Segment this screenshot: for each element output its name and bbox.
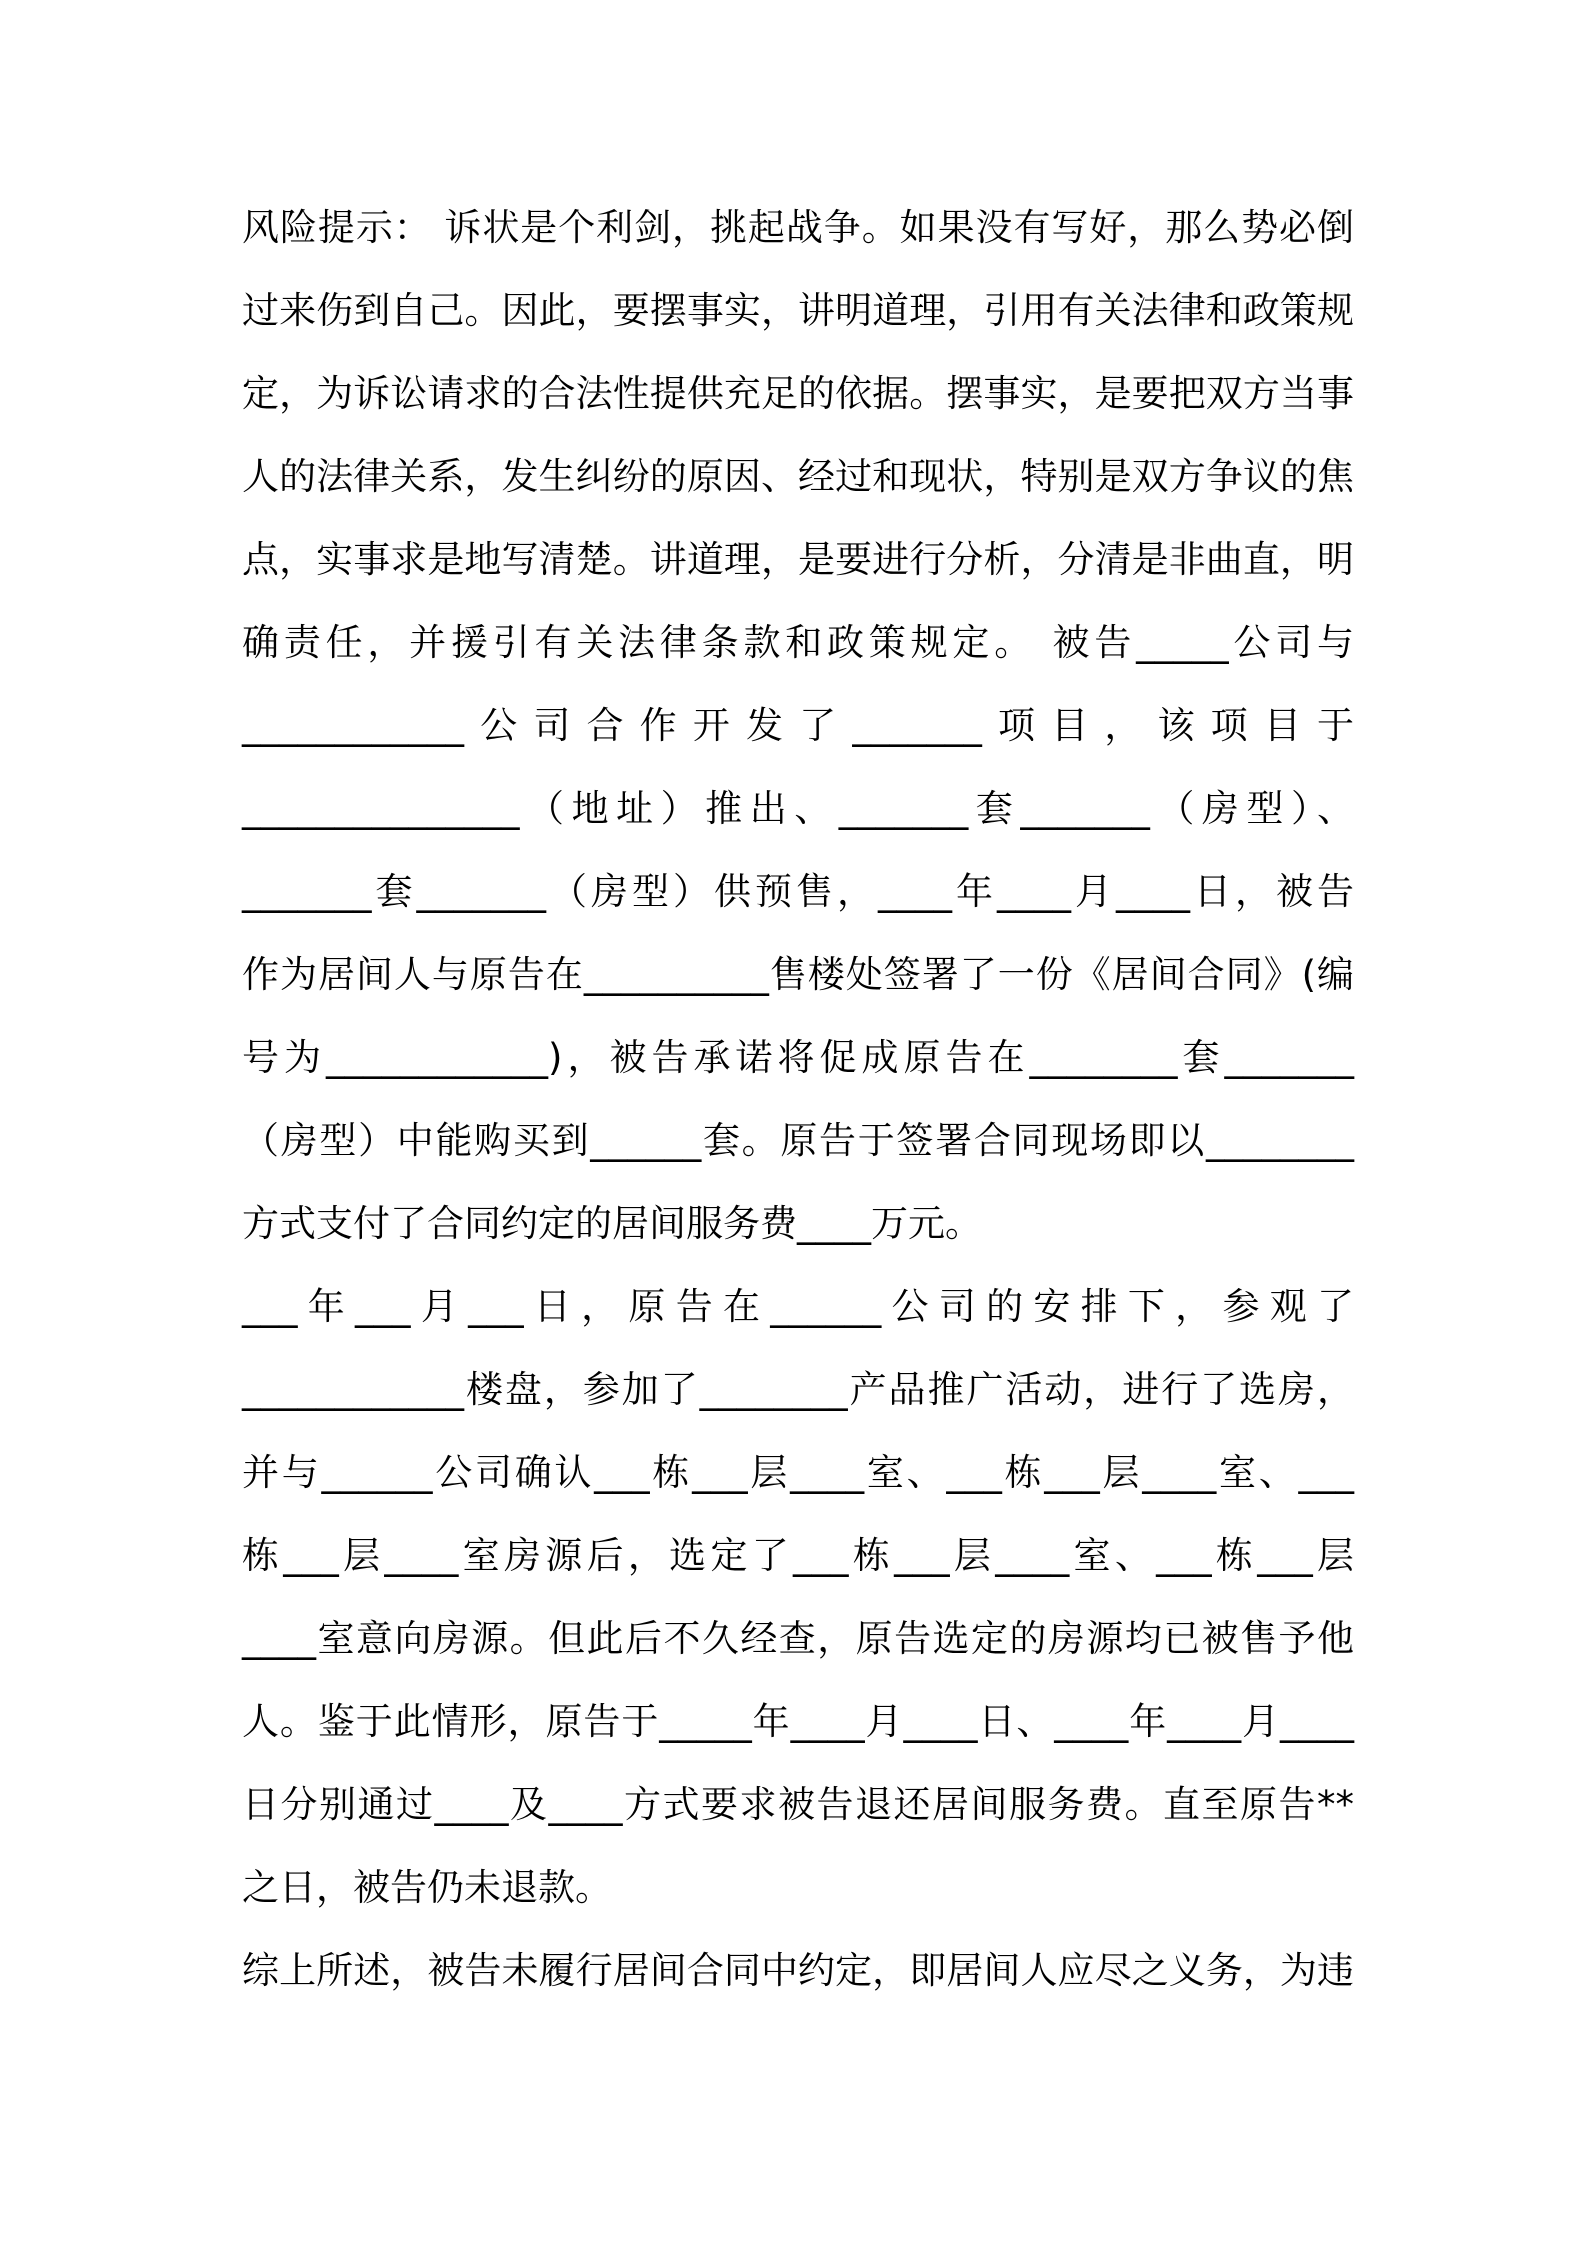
paragraph-line: 号为____________)，被告承诺将促成原告在________套_______ (242, 1036, 1354, 1079)
paragraph-line: 人。鉴于此情形，原告于_____年____月____日、____年____月____ (242, 1700, 1354, 1743)
paragraph-line: ____室意向房源。但此后不久经查，原告选定的房源均已被售予他 (242, 1617, 1354, 1660)
paragraph-line: 栋___层____室房源后，选定了___栋___层____室、___栋___层 (242, 1534, 1354, 1577)
paragraph-line: 日分别通过____及____方式要求被告退还居间服务费。直至原告** (242, 1783, 1354, 1826)
paragraph-line: 人的法律关系，发生纠纷的原因、经过和现状，特别是双方争议的焦 (242, 455, 1354, 498)
paragraph-line: 过来伤到自己。因此，要摆事实，讲明道理，引用有关法律和政策规 (242, 289, 1354, 332)
paragraph-line: ___年___月___日，原告在______公司的安排下，参观了 (242, 1285, 1354, 1328)
paragraph-line: 点，实事求是地写清楚。讲道理，是要进行分析，分清是非曲直，明 (242, 538, 1354, 581)
paragraph-line: ____________公司合作开发了_______项目，该项目于 (242, 704, 1354, 747)
paragraph-line: 确责任，并援引有关法律条款和政策规定。 被告_____公司与 (242, 621, 1354, 664)
paragraph-line: 定，为诉讼请求的合法性提供充足的依据。摆事实，是要把双方当事 (242, 372, 1354, 415)
paragraph-line: _______套_______（房型）供预售，____年____月____日，被告 (242, 870, 1354, 913)
paragraph-line: ____________楼盘，参加了________产品推广活动，进行了选房， (242, 1368, 1354, 1411)
paragraph-line: 方式支付了合同约定的居间服务费____万元。 (242, 1202, 982, 1245)
paragraph-line: 并与______公司确认___栋___层____室、___栋___层____室、___ (242, 1451, 1354, 1494)
paragraph-line: （房型）中能购买到______套。原告于签署合同现场即以________ (242, 1119, 1354, 1162)
paragraph-line: 之日，被告仍未退款。 (242, 1866, 612, 1909)
paragraph-line: 风险提示： 诉状是个利剑，挑起战争。如果没有写好，那么势必倒 (242, 206, 1354, 249)
paragraph-line: 综上所述，被告未履行居间合同中约定，即居间人应尽之义务，为违 (242, 1949, 1354, 1992)
paragraph-line: 作为居间人与原告在__________售楼处签署了一份《居间合同》(编 (242, 953, 1354, 996)
paragraph-line: _______________（地址）推出、_______套_______（房型）、 (242, 787, 1354, 830)
